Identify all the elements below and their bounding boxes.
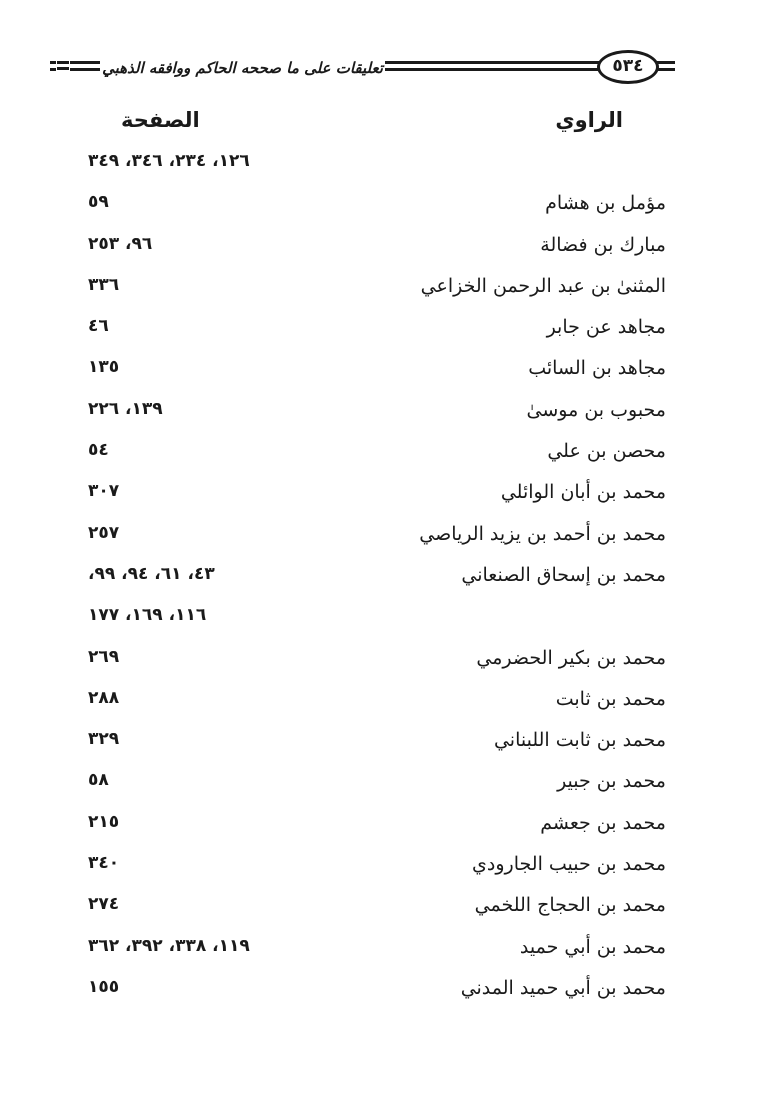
- index-row: [80, 351, 670, 392]
- page-header: [50, 46, 675, 94]
- narrator-name: مجاهد عن جابر: [546, 316, 666, 339]
- narrator-name: محمد بن ثابت: [555, 687, 666, 710]
- index-row: [80, 269, 670, 310]
- narrator-name: محمد بن أبان الوائلي: [500, 481, 666, 504]
- page-references: ٣٣٦: [88, 274, 120, 295]
- index-row: [80, 310, 670, 351]
- page-references: ٣٠٧: [88, 481, 120, 502]
- page-references: ٢٧٤: [88, 894, 120, 915]
- page-references: ٥٤: [88, 440, 109, 461]
- page-references: ١٣٥: [88, 357, 120, 378]
- narrator-name: محمد بن حبيب الجارودي: [472, 853, 666, 876]
- narrator-name: مؤمل بن هشام: [545, 192, 666, 215]
- narrator-name: محمد بن إسحاق الصنعاني: [461, 563, 666, 586]
- narrator-name: محبوب بن موسیٰ: [526, 398, 666, 421]
- page-references: ١٣٩، ٢٢٦: [88, 398, 163, 419]
- index-row: [80, 682, 670, 723]
- running-title: تعليقات على ما صححه الحاكم ووافقه الذهبي: [100, 56, 385, 80]
- index-row: [80, 145, 670, 186]
- index-row: [80, 764, 670, 805]
- index-row: [80, 930, 670, 971]
- narrator-name: محمد بن أبي حميد المدني: [460, 976, 666, 999]
- index-row: [80, 971, 670, 1012]
- page-references: ٥٨: [88, 770, 109, 791]
- index-row: [80, 186, 670, 227]
- page-references: ٤٦: [88, 316, 109, 337]
- page-references: ٢٥٧: [88, 522, 120, 543]
- index-row: [80, 434, 670, 475]
- narrator-name: محصن بن علي: [547, 440, 666, 463]
- narrator-name: محمد بن بكير الحضرمي: [476, 646, 666, 669]
- page-number: ٥٣٤: [597, 50, 659, 84]
- index-row: [80, 517, 670, 558]
- page-references: ٢١٥: [88, 811, 120, 832]
- page-references: ٣٤٠: [88, 853, 120, 874]
- narrator-name: محمد بن ثابت اللبناني: [493, 729, 666, 752]
- narrator-name: محمد بن أبي حميد: [519, 935, 666, 958]
- index-entries: [80, 145, 670, 1012]
- narrator-name: محمد بن جعشم: [540, 811, 666, 834]
- narrator-name: مجاهد بن السائب: [528, 357, 666, 380]
- page-references: ١١٦، ١٦٩، ١٧٧: [88, 605, 207, 626]
- index-row: [80, 888, 670, 929]
- page-references: ١١٩، ٣٣٨، ٣٩٢، ٣٦٢: [88, 935, 250, 956]
- column-header-narrator: الراوي: [555, 108, 623, 132]
- index-row: [80, 475, 670, 516]
- narrator-name: محمد بن الحجاج اللخمي: [474, 894, 666, 917]
- header-rule-end: [657, 61, 675, 71]
- index-row: [80, 641, 670, 682]
- index-row: [80, 228, 670, 269]
- page-references: ٩٦، ٢٥٣: [88, 233, 153, 254]
- index-row: [80, 723, 670, 764]
- page-references: ١٥٥: [88, 976, 120, 997]
- narrator-name: محمد بن جبير: [557, 770, 666, 793]
- narrator-name: محمد بن أحمد بن يزيد الرياصي: [419, 522, 666, 545]
- index-row: [80, 599, 670, 640]
- narrator-name: المثنیٰ بن عبد الرحمن الخزاعي: [420, 274, 666, 297]
- index-row: [80, 558, 670, 599]
- column-header-page: الصفحة: [121, 108, 200, 132]
- index-row: [80, 847, 670, 888]
- page-references: ١٢٦، ٢٣٤، ٣٤٦، ٣٤٩: [88, 151, 250, 171]
- narrator-name: مبارك بن فضالة: [540, 233, 666, 256]
- page-references: ٤٣، ٦١، ٩٤، ٩٩،: [88, 563, 215, 584]
- header-end-marker: [56, 60, 70, 71]
- page-references: ٢٨٨: [88, 687, 120, 708]
- index-row: [80, 393, 670, 434]
- page-references: ٣٢٩: [88, 729, 120, 750]
- page-references: ٢٦٩: [88, 646, 120, 667]
- index-row: [80, 806, 670, 847]
- page-references: ٥٩: [88, 192, 109, 213]
